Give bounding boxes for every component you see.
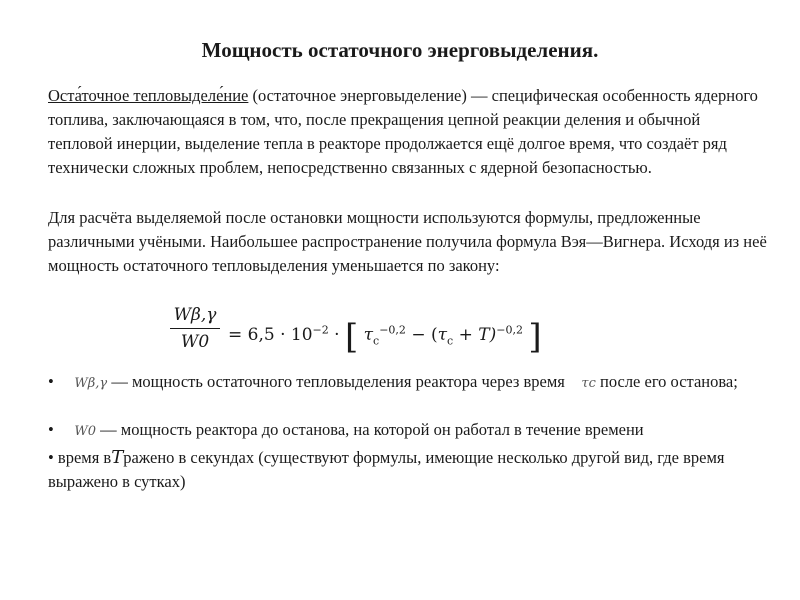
term: Оста́точное тепловыделе́ние [48,86,249,105]
bullet-symbol: W0 [74,424,97,439]
right-bracket: ] [528,317,542,357]
bullet-text: — мощность реактора до останова, на которой он работал в течение времени [96,420,644,439]
definition-paragraph [48,84,768,180]
formula-fraction [170,304,220,353]
bullet-item-3 [48,446,768,494]
formula-exp1: −2 [312,323,329,337]
slide-title: Мощность остаточного энерговыделения. [201,38,599,62]
bullet-symbol: Wβ,γ [74,376,108,391]
formula-minus: − ( [405,325,438,345]
formula-coefficient: = 6,5 · 10 [228,325,313,345]
left-bracket: [ [344,317,359,357]
formula-denominator: W0 [180,332,210,352]
bullet-item-2 [48,418,768,444]
bullet-marker: • [48,372,54,391]
tau-symbol-2: τ [437,325,448,345]
tau-subscript-2: c [447,334,454,348]
formula-exp2: −0,2 [379,323,406,337]
tau-subscript: c [373,334,380,348]
definition-text: (остаточное энерговыделение) — специфическая особенность ядерного топлива, заключающаяся в том, что, после прекращения цепной реакции деления и обычной тепловой инерции, выделение тепла в реакторе продолжается ещё долгое время, что создаёт ряд технически сложных проблем, непосредственно связанных с ядерной безопасностью. [48,86,758,177]
bullet-marker: • [48,448,54,467]
bullet-text: — мощность остаточного тепловыделения реактора через время [107,372,565,391]
bullet-symbol: T [111,447,124,468]
formula-plus-t: + T) [453,325,497,345]
bullet-marker: • [48,420,54,439]
bullet-item-1 [48,370,768,396]
formula-exp3: −0,2 [496,323,523,337]
formula-right-side: = $6,5 \cdot 10^{-2}$ · [ $\tau_c^{-0,2} - (\tau_c + T)^{-0,2}$ ] [228,317,542,357]
bullet-symbol-2: τc [581,376,596,391]
bullet-text-2: ражено в секундах (существуют формулы, имеющие несколько другой вид, где время выражено в сутках) [48,448,725,491]
formula-numerator: Wβ,γ [173,305,217,325]
fraction-bar [170,328,220,329]
formula-intro-paragraph: Для расчёта выделяемой после остановки мощности используются формулы, предложенные различными учёными. Наибольшее распространение получила формула Вэя—Вигнера. Исходя из неё мощность остаточного тепловыделения уменьшается по закону: [48,208,767,275]
tau-symbol: τ [363,325,374,345]
wigner-way-formula [170,304,550,356]
bullet-text-2: после его останова; [595,372,738,391]
bullet-text: время в [53,448,112,467]
